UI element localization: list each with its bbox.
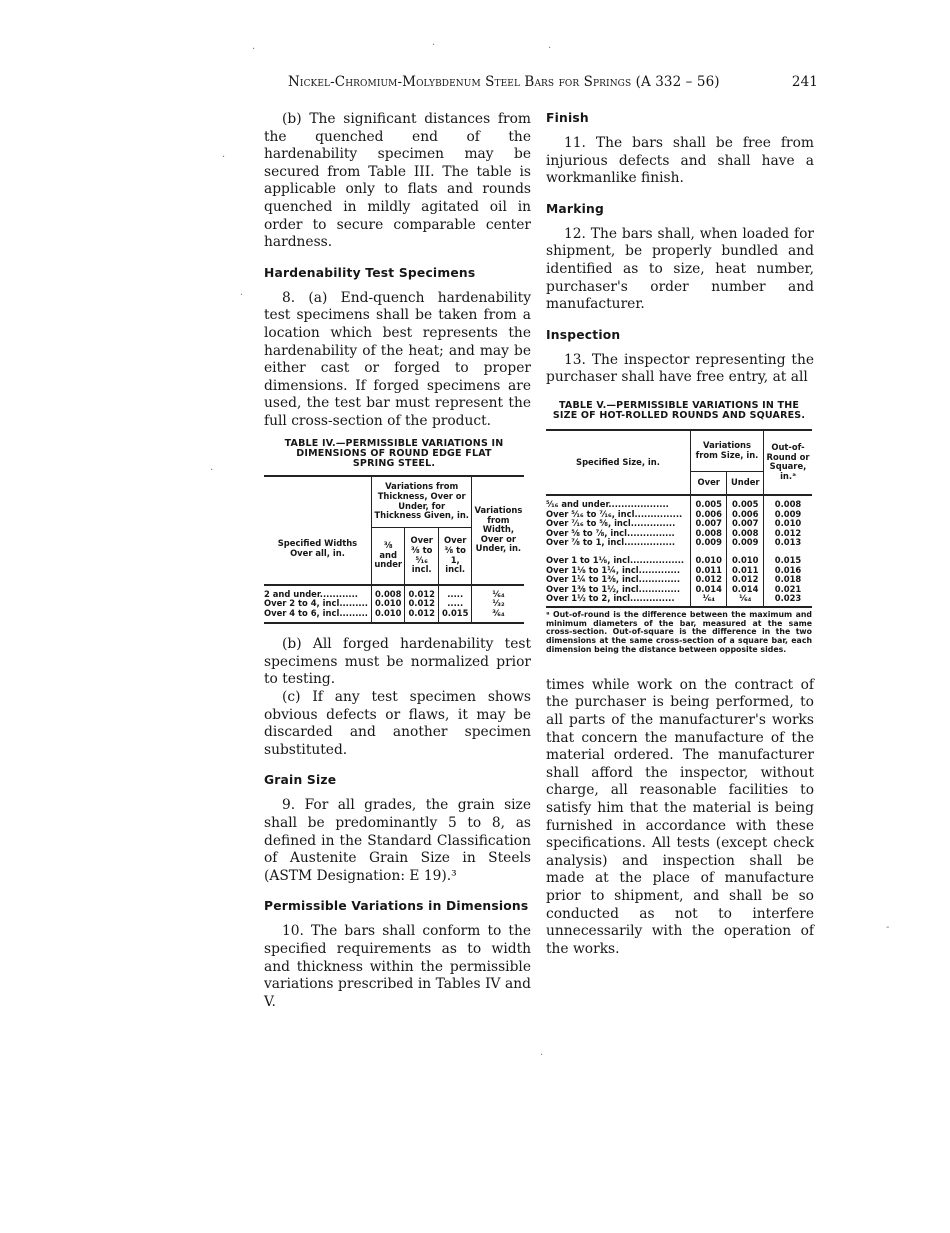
scan-speck: · <box>252 44 256 55</box>
table-v-head-over: Over <box>691 471 727 495</box>
table-v-footnote: ᵃ Out-of-round is the difference between the maximum and minimum diameters of the bar, measured at the same cross-section. Out-of-square is the difference in the two dimensions at the same cross-section of a square bar, each dimension being the distance between opposite sides. <box>546 609 812 655</box>
heading-permissible-variations: Permissible Variations in Dimensions <box>264 899 529 914</box>
table-row: Over 1 to 1⅛, incl................. 0.010 0.010 0.015 <box>546 556 812 566</box>
table-v <box>546 401 812 655</box>
paragraph-11: 11. The bars shall be free from injurious defects and shall have a workmanlike finish. <box>546 135 814 187</box>
scan-speck: · <box>432 40 436 51</box>
scan-speck: · <box>210 465 214 476</box>
scan-speck: - <box>886 922 890 933</box>
paragraph-9: 9. For all grades, the grain size shall be predominantly 5 to 8, as defined in the Standard Classification of Austenite Grain Size in Steels (ASTM Designation: E 19).³ <box>264 797 531 884</box>
heading-inspection: Inspection <box>546 327 621 342</box>
table-iv-sub-col2: Over ⅜ to ⁵⁄₁₆ incl. <box>405 527 439 585</box>
table-row: Over 1¼ to 1⅜, incl............. 0.012 0.012 0.018 <box>546 575 812 585</box>
table-iv-head-specified: Specified Widths Over all, in. <box>277 538 358 558</box>
heading-finish: Finish <box>546 111 589 125</box>
table-row: Over 4 to 6, incl......... 0.010 0.012 0.015 ³⁄₆₄ <box>264 609 524 624</box>
left-column <box>264 111 531 1011</box>
page-number: 241 <box>791 74 818 90</box>
table-row: Over 1½ to 2, incl.............. ¹⁄₆₄ ¹⁄₆₄ 0.023 <box>546 594 812 607</box>
paragraph-8c: (c) If any test specimen shows obvious defects or flaws, it may be discarded and another specimen substituted. <box>264 689 531 758</box>
table-v-caption: TABLE V.—PERMISSIBLE VARIATIONS IN THE SIZE OF HOT-ROLLED ROUNDS AND SQUARES. <box>552 399 806 421</box>
right-column <box>546 111 814 958</box>
table-iv-caption: TABLE IV.—PERMISSIBLE VARIATIONS IN DIMENSIONS OF ROUND EDGE FLAT SPRING STEEL. <box>284 437 504 469</box>
table-row: Over 2 to 4, incl......... 0.010 0.012 ..... ¹⁄₃₂ <box>264 599 524 609</box>
table-v-head-outofround: Out-of-Round or Square, in.ᵃ <box>764 430 813 495</box>
table-row: 2 and under............ 0.008 0.012 ..... ¹⁄₆₄ <box>264 585 524 600</box>
table-v-head-under: Under <box>727 471 764 495</box>
table-iv <box>264 439 524 625</box>
table-v-head-specified: Specified Size, in. <box>576 456 660 467</box>
table-row: Over ⁷⁄₁₆ to ⅝, incl.............. 0.007 0.007 0.010 <box>546 519 812 529</box>
table-row: Over ⅝ to ⅞, incl............... 0.008 0.008 0.012 <box>546 529 812 539</box>
table-row: Over 1⅜ to 1½, incl............. 0.014 0.014 0.021 <box>546 585 812 595</box>
paragraph-12: 12. The bars shall, when loaded for shipment, be properly bundled and identified as to size, heat number, purchaser's order number and manufacturer. <box>546 225 814 313</box>
table-row: Over ⅞ to 1, incl................ 0.009 0.009 0.013 <box>546 538 812 556</box>
table-iv-sub-col3: Over ⅜ to 1, incl. <box>438 527 472 585</box>
table-row: Over 1⅛ to 1¼, incl............. 0.011 0.011 0.016 <box>546 566 812 576</box>
heading-grain-size: Grain Size <box>264 773 337 788</box>
table-v-grid <box>546 429 812 608</box>
table-row: ⁵⁄₁₆ and under................... 0.005 0.005 0.008 <box>546 495 812 510</box>
scan-speck: · <box>222 152 226 163</box>
paragraph-13-continued: times while work on the contract of the purchaser is being performed, to all parts of the manufacturer's works that concern the manufacture of the material ordered. The manufacturer shall afford the inspector, without charge, all reasonable facilities to satisfy him that the material is being furnished in accordance with these specifications. All tests (except check analysis) and inspection shall be made at the place of manufacture prior to shipment, and shall be so conducted as not to interfere unnecessarily with the operation of the works. <box>546 676 814 957</box>
heading-marking: Marking <box>546 201 604 216</box>
paragraph-8a: 8. (a) End-quench hardenability test specimens shall be taken from a location which best represents the hardenability of the heat; and may be either cast or forged to proper dimensions. If forged specimens are used, the test bar must represent the full cross-section of the product. <box>264 289 531 429</box>
table-iv-head-thickness: Variations from Thickness, Over or Under, for Thickness Given, in. <box>371 476 472 528</box>
heading-hardenability-specimens: Hardenability Test Specimens <box>264 265 476 280</box>
table-iv-sub-col1: ⅜ and under <box>371 527 405 585</box>
scan-speck: · <box>540 1050 544 1061</box>
paragraph-10: 10. The bars shall conform to the specified requirements as to width and thickness within the permissible variations prescribed in Tables IV and V. <box>264 923 531 1010</box>
paragraph-7b: (b) The significant distances from the quenched end of the hardenability specimen may be secured from Table III. The table is applicable only to flats and rounds quenched in mildly agitated oil in order to secure comparable center hardness. <box>264 111 531 251</box>
scan-speck: · <box>548 43 552 54</box>
table-iv-head-width: Variations from Width, Over or Under, in. <box>472 476 524 585</box>
table-v-head-variations: Variations from Size, in. <box>691 430 764 472</box>
paragraph-13-start: 13. The inspector representing the purchaser shall have free entry, at all <box>546 351 814 386</box>
running-header <box>288 74 818 90</box>
scan-speck: · <box>240 290 244 301</box>
table-row: Over ⁵⁄₁₆ to ⁷⁄₁₆, incl............... 0.006 0.006 0.009 <box>546 510 812 520</box>
paragraph-8b: (b) All forged hardenability test specimens must be normalized prior to testing. <box>264 636 531 688</box>
running-title: Nickel-Chromium-Molybdenum Steel Bars for Springs (A 332 – 56) <box>288 74 720 90</box>
table-iv-grid <box>264 475 524 625</box>
